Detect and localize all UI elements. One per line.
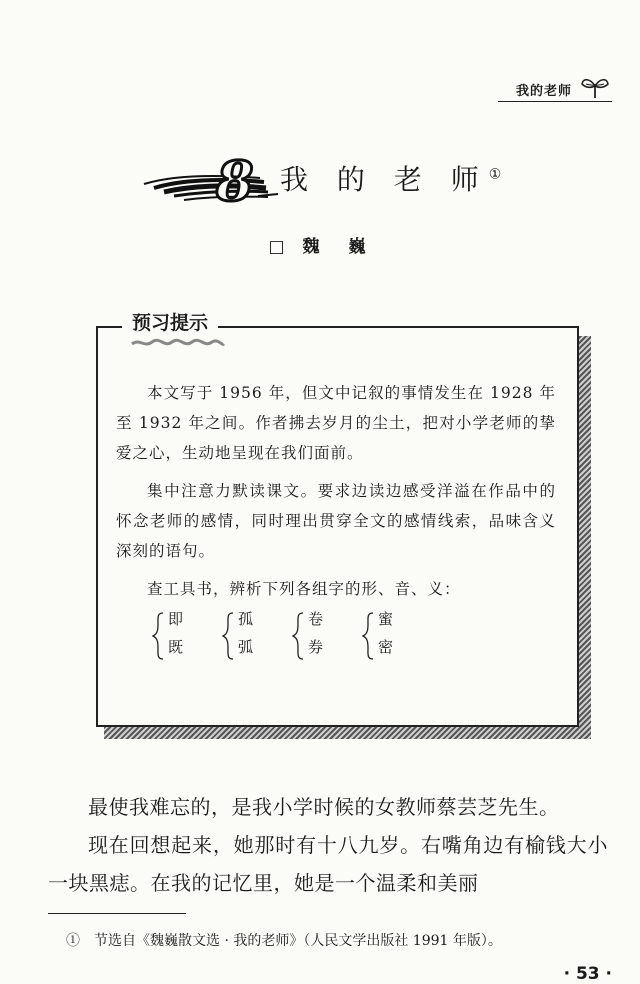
body-paragraph: 现在回想起来，她那时有十八九岁。右嘴角边有榆钱大小一块黑痣。在我的记忆里，她是一个温柔和美丽 xyxy=(48,833,608,895)
sprout-icon xyxy=(580,74,610,100)
brace-icon xyxy=(152,612,164,660)
preview-content xyxy=(116,378,556,664)
lesson-title xyxy=(140,150,500,210)
running-header-title: 我的老师 xyxy=(515,84,572,99)
preview-paragraph: 集中注意力默读课文。要求边读边感受洋溢在作品中的怀念老师的感情，同时理出贯穿全文的感情线索，品味含义深刻的语句。 xyxy=(116,482,556,560)
char-group xyxy=(362,608,432,664)
running-header xyxy=(0,70,640,106)
body-paragraph: 最使我难忘的，是我小学时候的女教师蔡芸芝先生。 xyxy=(88,795,560,819)
lesson-number-brush xyxy=(140,150,280,210)
running-header-rule xyxy=(498,101,612,102)
lesson-title-text: 我 的 老 师① xyxy=(280,163,502,196)
label-decoration xyxy=(130,336,226,350)
char-item: 即 xyxy=(168,610,184,628)
body-text xyxy=(48,788,608,902)
preview-paragraph: 本文写于 1956 年，但文中记叙的事情发生在 1928 年至 1932 年之间。作者拂去岁月的尘土，把对小学老师的挚爱之心，生动地呈现在我们面前。 xyxy=(116,384,556,462)
char-group xyxy=(152,608,222,664)
char-item: 蜜 xyxy=(378,610,394,628)
lesson-number: 8 xyxy=(216,150,254,210)
author-line: □ 魏 巍 xyxy=(268,237,372,257)
preview-instruction: 查工具书，辨析下列各组字的形、音、义： xyxy=(147,580,461,598)
brace-icon xyxy=(292,612,304,660)
preview-box-label: 预习提示 xyxy=(122,308,218,342)
char-item: 孤 xyxy=(238,610,254,628)
brace-icon xyxy=(222,612,234,660)
title-footnote-mark: ① xyxy=(488,166,502,183)
char-item: 弧 xyxy=(238,638,254,656)
char-group xyxy=(222,608,292,664)
char-item: 卷 xyxy=(308,610,324,628)
char-group xyxy=(292,608,362,664)
char-item: 密 xyxy=(378,638,394,656)
footnote: ① 节选自《魏巍散文选 · 我的老师》（人民文学出版社 1991 年版）。 xyxy=(66,933,502,949)
char-item: 券 xyxy=(308,638,324,656)
page-number: · 53 · xyxy=(563,964,612,984)
char-item: 既 xyxy=(168,638,184,656)
footnote-rule xyxy=(48,913,186,914)
char-groups xyxy=(152,608,556,664)
brace-icon xyxy=(362,612,374,660)
